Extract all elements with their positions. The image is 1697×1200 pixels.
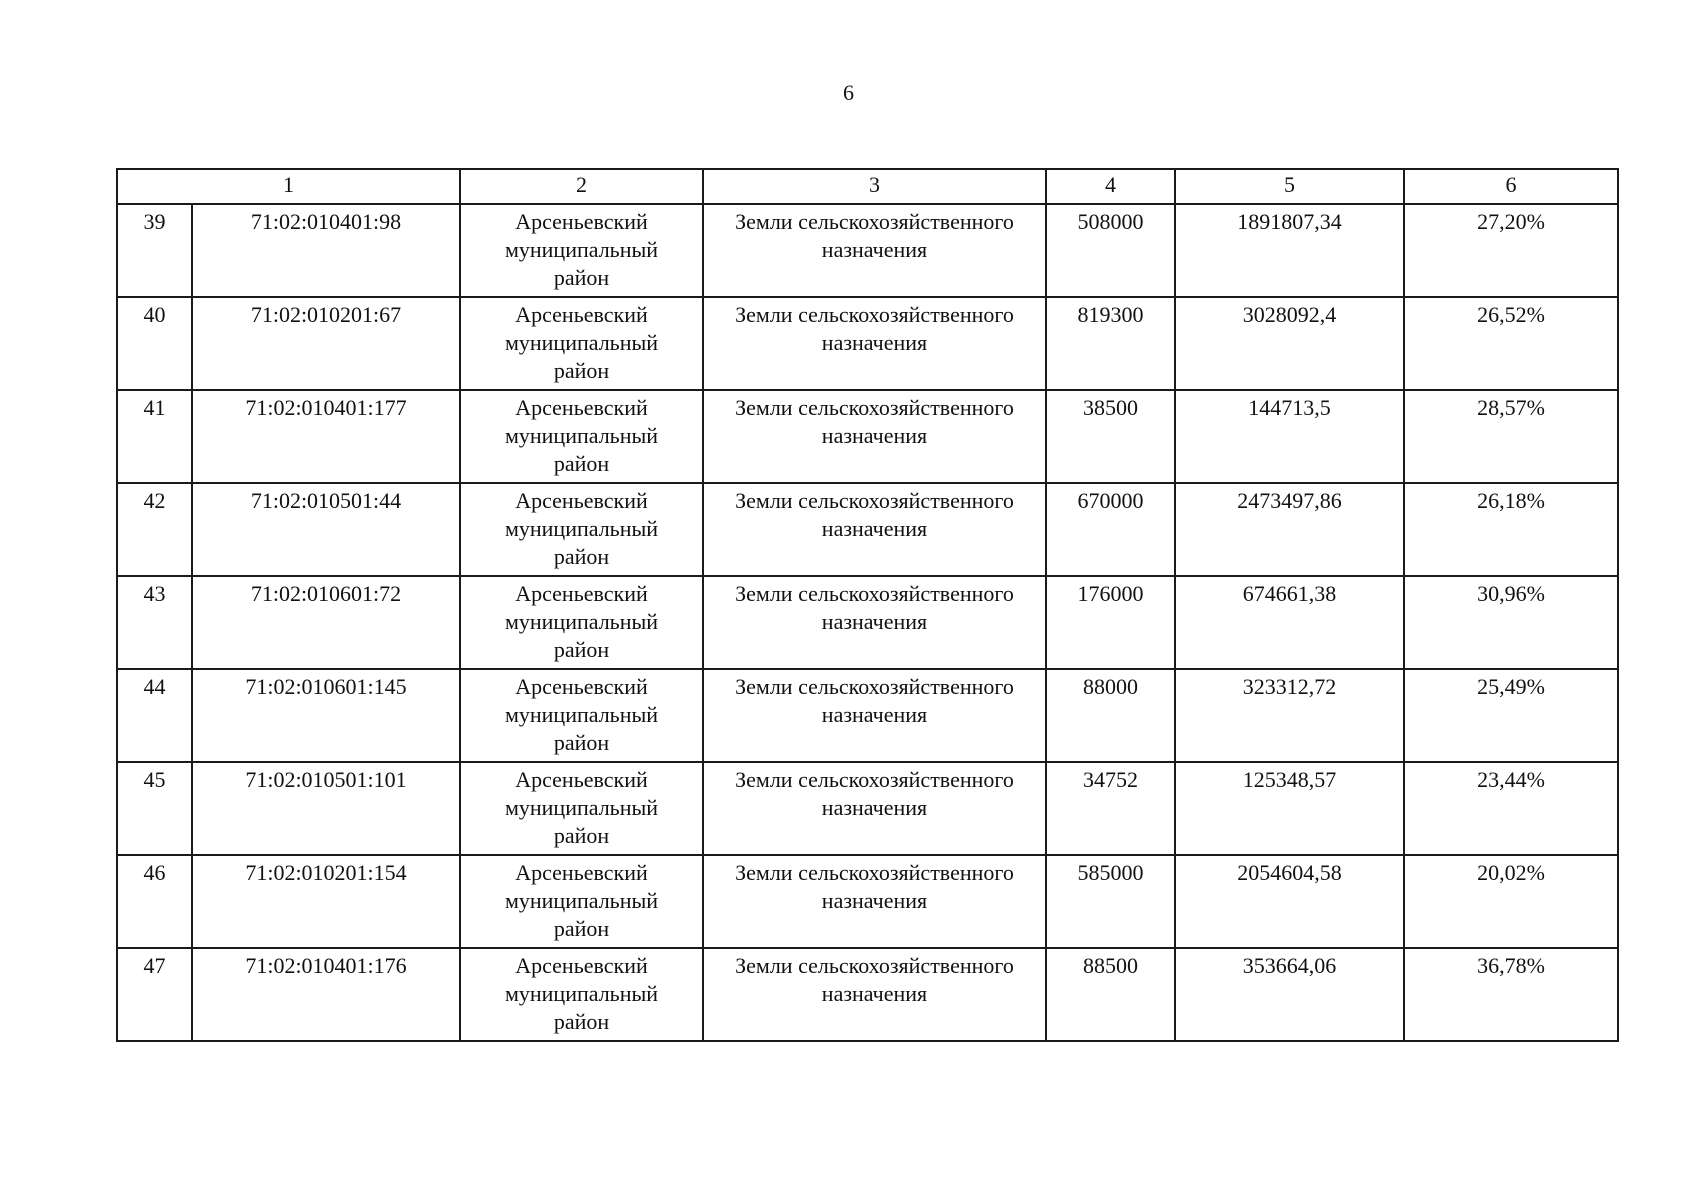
area-cell <box>1046 390 1175 483</box>
cadastral-value-cell <box>1175 576 1404 669</box>
percent-cell <box>1404 576 1618 669</box>
land-category-cell-text: Земли сельскохозяйственного назначения <box>735 860 1014 913</box>
percent-cell <box>1404 390 1618 483</box>
land-category-cell-text: Земли сельскохозяйственного назначения <box>735 488 1014 541</box>
land-category-cell-text: Земли сельскохозяйственного назначения <box>735 953 1014 1006</box>
cadastral-value-cell-text: 2473497,86 <box>1237 488 1342 513</box>
district-cell <box>460 483 703 576</box>
area-cell <box>1046 576 1175 669</box>
percent-cell-text: 20,02% <box>1477 860 1545 885</box>
percent-cell <box>1404 297 1618 390</box>
cadastral-number-cell-text: 71:02:010501:101 <box>245 767 407 792</box>
area-cell-text: 176000 <box>1077 581 1144 606</box>
area-cell <box>1046 204 1175 297</box>
table-row <box>117 855 1618 948</box>
column-number-4: 4 <box>1046 169 1175 204</box>
area-cell <box>1046 669 1175 762</box>
cadastral-number-cell-text: 71:02:010201:67 <box>250 302 402 327</box>
cadastral-number-cell <box>192 669 460 762</box>
percent-cell <box>1404 483 1618 576</box>
land-category-cell-text: Земли сельскохозяйственного назначения <box>735 209 1014 262</box>
district-cell-text: Арсеньевский муниципальный район <box>504 395 659 476</box>
cadastral-number-cell <box>192 948 460 1041</box>
cadastral-number-cell-text: 71:02:010401:176 <box>245 953 407 978</box>
cadastral-number-cell-text: 71:02:010401:177 <box>245 395 407 420</box>
row-number-cell-text: 45 <box>143 767 166 792</box>
percent-cell-text: 26,52% <box>1477 302 1545 327</box>
land-category-cell <box>703 576 1046 669</box>
district-cell <box>460 948 703 1041</box>
area-cell-text: 508000 <box>1077 209 1144 234</box>
percent-cell <box>1404 204 1618 297</box>
table-row <box>117 390 1618 483</box>
cadastral-number-cell <box>192 762 460 855</box>
cadastral-value-cell <box>1175 948 1404 1041</box>
cadastral-value-cell-text: 3028092,4 <box>1242 302 1337 327</box>
row-number-cell <box>117 948 192 1041</box>
area-cell <box>1046 762 1175 855</box>
percent-cell <box>1404 948 1618 1041</box>
district-cell-text: Арсеньевский муниципальный район <box>504 488 659 569</box>
row-number-cell <box>117 390 192 483</box>
cadastral-value-cell-text: 2054604,58 <box>1237 860 1342 885</box>
area-cell <box>1046 855 1175 948</box>
district-cell <box>460 762 703 855</box>
land-category-cell-text: Земли сельскохозяйственного назначения <box>735 302 1014 355</box>
row-number-cell <box>117 483 192 576</box>
cadastral-value-cell <box>1175 204 1404 297</box>
cadastral-value-cell <box>1175 297 1404 390</box>
district-cell-text: Арсеньевский муниципальный район <box>504 209 659 290</box>
row-number-cell <box>117 762 192 855</box>
district-cell-text: Арсеньевский муниципальный район <box>504 767 659 848</box>
cadastral-number-cell-text: 71:02:010401:98 <box>250 209 402 234</box>
row-number-cell <box>117 297 192 390</box>
row-number-cell-text: 44 <box>143 674 166 699</box>
cadastral-value-cell <box>1175 669 1404 762</box>
row-number-cell-text: 39 <box>143 209 166 234</box>
land-category-cell <box>703 297 1046 390</box>
cadastral-value-cell-text: 674661,38 <box>1242 581 1337 606</box>
land-category-cell-text: Земли сельскохозяйственного назначения <box>735 767 1014 820</box>
area-cell-text: 88500 <box>1083 953 1138 978</box>
table-row <box>117 762 1618 855</box>
area-cell-text: 585000 <box>1077 860 1144 885</box>
cadastral-value-cell-text: 1891807,34 <box>1237 209 1342 234</box>
percent-cell-text: 30,96% <box>1477 581 1545 606</box>
cadastral-value-cell-text: 144713,5 <box>1248 395 1331 420</box>
percent-cell <box>1404 669 1618 762</box>
district-cell-text: Арсеньевский муниципальный район <box>504 581 659 662</box>
row-number-cell-text: 47 <box>143 953 166 978</box>
cadastral-number-cell <box>192 297 460 390</box>
district-cell <box>460 576 703 669</box>
cadastral-value-cell-text: 353664,06 <box>1242 953 1337 978</box>
area-cell-text: 34752 <box>1083 767 1138 792</box>
cadastral-value-cell <box>1175 855 1404 948</box>
cadastral-number-cell <box>192 483 460 576</box>
column-number-3: 3 <box>703 169 1046 204</box>
land-category-cell <box>703 483 1046 576</box>
district-cell-text: Арсеньевский муниципальный район <box>504 674 659 755</box>
area-cell <box>1046 483 1175 576</box>
row-number-cell <box>117 669 192 762</box>
district-cell-text: Арсеньевский муниципальный район <box>504 302 659 383</box>
cadastral-number-cell <box>192 390 460 483</box>
row-number-cell-text: 42 <box>143 488 166 513</box>
cadastral-value-cell <box>1175 483 1404 576</box>
table-row <box>117 948 1618 1041</box>
table-row <box>117 204 1618 297</box>
row-number-cell <box>117 204 192 297</box>
cadastral-number-cell <box>192 576 460 669</box>
district-cell <box>460 855 703 948</box>
row-number-cell <box>117 576 192 669</box>
cadastral-value-cell-text: 323312,72 <box>1242 674 1337 699</box>
percent-cell-text: 26,18% <box>1477 488 1545 513</box>
column-number-5: 5 <box>1175 169 1404 204</box>
row-number-cell <box>117 855 192 948</box>
land-category-cell <box>703 948 1046 1041</box>
land-category-cell-text: Земли сельскохозяйственного назначения <box>735 395 1014 448</box>
percent-cell <box>1404 855 1618 948</box>
land-category-cell <box>703 390 1046 483</box>
district-cell <box>460 204 703 297</box>
cadastral-number-cell-text: 71:02:010501:44 <box>250 488 402 513</box>
cadastral-number-cell-text: 71:02:010601:145 <box>245 674 407 699</box>
row-number-cell-text: 46 <box>143 860 166 885</box>
table-row <box>117 576 1618 669</box>
land-category-cell <box>703 855 1046 948</box>
column-number-1: 1 <box>117 169 460 204</box>
row-number-cell-text: 40 <box>143 302 166 327</box>
district-cell-text: Арсеньевский муниципальный район <box>504 953 659 1034</box>
cadastral-number-cell-text: 71:02:010201:154 <box>245 860 407 885</box>
table-header <box>117 169 1618 204</box>
land-category-cell-text: Земли сельскохозяйственного назначения <box>735 581 1014 634</box>
district-cell <box>460 669 703 762</box>
area-cell-text: 38500 <box>1083 395 1138 420</box>
land-category-cell <box>703 762 1046 855</box>
table-row <box>117 669 1618 762</box>
table-row <box>117 483 1618 576</box>
percent-cell-text: 36,78% <box>1477 953 1545 978</box>
land-category-cell-text: Земли сельскохозяйственного назначения <box>735 674 1014 727</box>
table-body <box>117 204 1618 1041</box>
column-number-6: 6 <box>1404 169 1618 204</box>
cadastral-number-cell-text: 71:02:010601:72 <box>250 581 402 606</box>
table-row <box>117 297 1618 390</box>
column-number-row <box>117 169 1618 204</box>
district-cell-text: Арсеньевский муниципальный район <box>504 860 659 941</box>
area-cell-text: 670000 <box>1077 488 1144 513</box>
percent-cell-text: 27,20% <box>1477 209 1545 234</box>
percent-cell-text: 28,57% <box>1477 395 1545 420</box>
row-number-cell-text: 41 <box>143 395 166 420</box>
land-parcels-table <box>116 168 1619 1042</box>
cadastral-number-cell <box>192 855 460 948</box>
cadastral-value-cell <box>1175 390 1404 483</box>
cadastral-number-cell <box>192 204 460 297</box>
cadastral-value-cell-text: 125348,57 <box>1242 767 1337 792</box>
district-cell <box>460 390 703 483</box>
land-category-cell <box>703 669 1046 762</box>
percent-cell <box>1404 762 1618 855</box>
district-cell <box>460 297 703 390</box>
area-cell <box>1046 297 1175 390</box>
page-number: 6 <box>843 80 854 105</box>
percent-cell-text: 23,44% <box>1477 767 1545 792</box>
percent-cell-text: 25,49% <box>1477 674 1545 699</box>
land-category-cell <box>703 204 1046 297</box>
cadastral-value-cell <box>1175 762 1404 855</box>
area-cell-text: 819300 <box>1077 302 1144 327</box>
column-number-2: 2 <box>460 169 703 204</box>
area-cell-text: 88000 <box>1083 674 1138 699</box>
area-cell <box>1046 948 1175 1041</box>
row-number-cell-text: 43 <box>143 581 166 606</box>
